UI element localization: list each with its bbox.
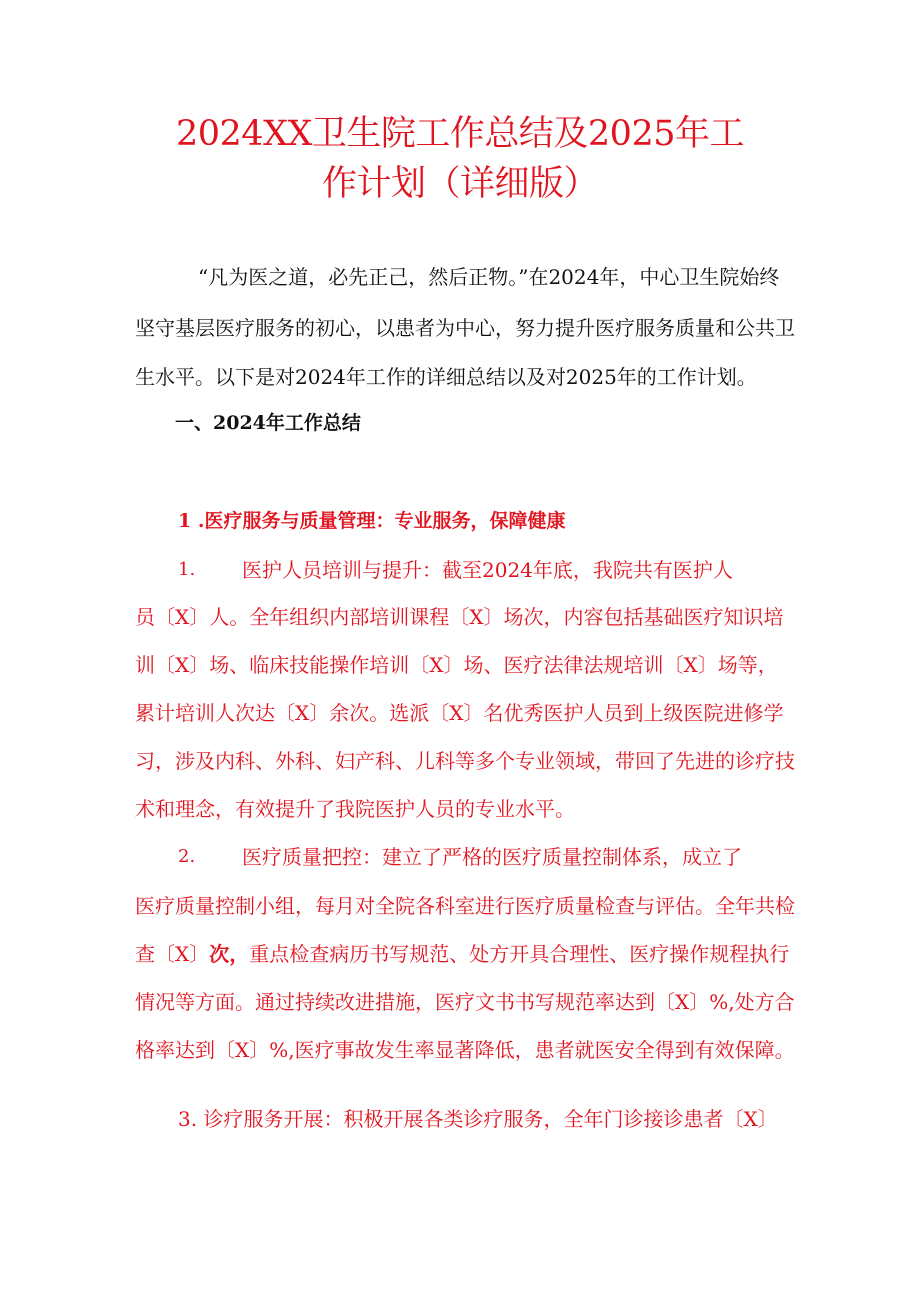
item-1-line-1: 医护人员培训与提升：截至2024年底，我院共有医护人 <box>242 558 733 582</box>
document-title-line-2: 作计划（详细版） <box>321 164 598 204</box>
item-1-line-2: 员〔X〕人。全年组织内部培训课程〔X〕场次，内容包括基础医疗知识培 <box>135 605 784 629</box>
item-2-line-3-post: 重点检查病历书写规范、处方开具合理性、医疗操作规程执行 <box>249 942 790 966</box>
item-2-line-3 <box>135 941 789 967</box>
section-heading-1: 一、2024年工作总结 <box>175 412 361 434</box>
document-title-line-1: 2024XX卫生院工作总结及2025年工 <box>176 114 744 154</box>
item-2-line-5: 格率达到〔X〕%,医疗事故发生率显著降低，患者就医安全得到有效保障。 <box>135 1038 795 1062</box>
item-2-line-2: 医疗质量控制小组，每月对全院各科室进行医疗质量检查与评估。全年共检 <box>135 894 795 918</box>
item-2-line-1: 医疗质量把控：建立了严格的医疗质量控制体系，成立了 <box>242 845 742 869</box>
item-2-number: 2. <box>178 846 196 867</box>
item-1-number: 1. <box>178 559 196 580</box>
item-2-line-3-pre: 查〔X〕 <box>135 942 210 966</box>
item-1-line-6: 术和理念，有效提升了我院医护人员的专业水平。 <box>135 797 575 821</box>
item-1-line-5: 习，涉及内科、外科、妇产科、儿科等多个专业领域，带回了先进的诊疗技 <box>135 749 795 773</box>
item-2-line-3-bold: 次， <box>209 942 250 966</box>
item-1-line-3: 训〔X〕场、临床技能操作培训〔X〕场、医疗法律法规培训〔X〕场等， <box>135 653 778 677</box>
subsection-heading-1: 1 .医疗服务与质量管理：专业服务，保障健康 <box>178 510 566 532</box>
intro-line-3: 生水平。以下是对2024年工作的详细总结以及对2025年的工作计划。 <box>135 365 757 389</box>
intro-line-1: “凡为医之道，必先正己，然后正物。”在2024年，中心卫生院始终 <box>198 265 780 289</box>
item-3-line-1: 3. 诊疗服务开展：积极开展各类诊疗服务，全年门诊接诊患者〔X〕 <box>178 1107 778 1131</box>
intro-line-2: 坚守基层医疗服务的初心，以患者为中心，努力提升医疗服务质量和公共卫 <box>135 316 795 340</box>
item-2-line-4: 情况等方面。通过持续改进措施，医疗文书书写规范率达到〔X〕%,处方合 <box>135 990 795 1014</box>
item-1-line-4: 累计培训人次达〔X〕余次。选派〔X〕名优秀医护人员到上级医院进修学 <box>135 701 784 725</box>
